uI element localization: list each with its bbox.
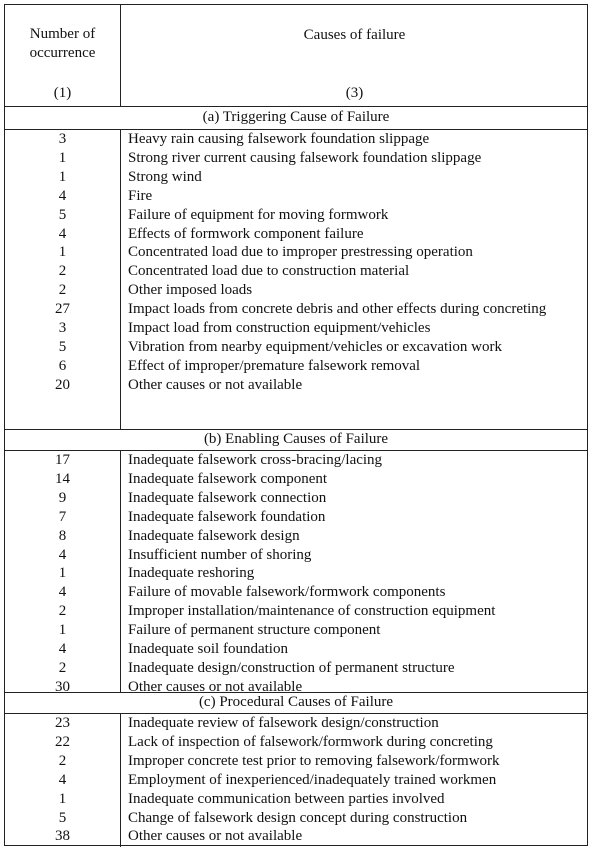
- occurrence-count: 2: [58, 603, 67, 620]
- occurrence-count: 1: [58, 244, 67, 261]
- failure-cause: Other causes or not available: [128, 376, 303, 393]
- failure-cause: Improper concrete test prior to removing falsework/formwork: [128, 752, 500, 769]
- occurrence-count: 2: [58, 282, 67, 299]
- failure-cause: Inadequate reshoring: [128, 565, 255, 582]
- table-row: [5, 602, 587, 621]
- table-row: [5, 470, 587, 489]
- occurrence-count: 23: [55, 715, 70, 731]
- failure-cause: Impact load from construction equipment/vehicles: [128, 320, 431, 337]
- failure-cause: Concentrated load due to improper prestressing operation: [128, 244, 473, 261]
- table-row: [5, 827, 587, 846]
- causes-column-title: Causes of failure: [303, 27, 406, 43]
- number-column-code: (1): [53, 85, 72, 101]
- table-row: [5, 243, 587, 262]
- failure-cause: Employment of inexperienced/inadequately trained workmen: [128, 771, 497, 788]
- table-row: [5, 187, 587, 206]
- failure-cause: Inadequate falsework design: [128, 527, 300, 544]
- table-row: [5, 527, 587, 546]
- failure-cause: Failure of permanent structure component: [128, 622, 381, 639]
- occurrence-count: 3: [58, 320, 67, 337]
- occurrence-count: 8: [58, 527, 67, 544]
- table-row: [5, 752, 587, 771]
- failure-cause: Inadequate falsework component: [128, 470, 328, 487]
- table-row: [5, 206, 587, 225]
- occurrence-count: 3: [58, 131, 67, 147]
- failure-cause: Insufficient number of shoring: [128, 546, 312, 563]
- table-row: [5, 319, 587, 338]
- table-row: [5, 583, 587, 602]
- failure-cause: Inadequate soil foundation: [128, 641, 288, 658]
- occurrence-count: 5: [58, 809, 67, 826]
- section-title-triggering: (a) Triggering Cause of Failure: [202, 109, 390, 125]
- section-rows-triggering: [5, 130, 587, 395]
- table-row: [5, 508, 587, 527]
- failure-cause: Inadequate communication between parties involved: [128, 790, 445, 807]
- occurrence-count: 1: [58, 149, 67, 166]
- failure-cause: Improper installation/maintenance of construction equipment: [128, 603, 496, 620]
- header-rule: [5, 106, 587, 107]
- failure-causes-table: [4, 4, 588, 846]
- table-row: [5, 489, 587, 508]
- table-row: [5, 564, 587, 583]
- table-row: [5, 733, 587, 752]
- failure-cause: Vibration from nearby equipment/vehicles or excavation work: [128, 338, 502, 355]
- failure-cause: Concentrated load due to construction material: [128, 263, 410, 280]
- occurrence-count: 30: [55, 678, 70, 695]
- table-row: [5, 714, 587, 733]
- occurrence-count: 17: [55, 452, 70, 468]
- occurrence-count: 4: [58, 771, 67, 788]
- occurrence-count: 5: [58, 206, 67, 223]
- occurrence-count: 14: [55, 470, 70, 487]
- section-rows-procedural: [5, 714, 587, 846]
- occurrence-count: 4: [58, 584, 67, 601]
- occurrence-count: 38: [55, 828, 70, 845]
- failure-cause: Heavy rain causing falsework foundation slippage: [128, 131, 430, 147]
- table-row: [5, 130, 587, 149]
- table-row: [5, 771, 587, 790]
- failure-cause: Other causes or not available: [128, 678, 303, 695]
- failure-cause: Impact loads from concrete debris and other effects during concreting: [128, 301, 547, 318]
- failure-cause: Inadequate falsework cross-bracing/lacing: [128, 452, 383, 468]
- table-row: [5, 149, 587, 168]
- occurrence-count: 4: [58, 546, 67, 563]
- table-row: [5, 262, 587, 281]
- causes-column-code: (3): [345, 85, 364, 101]
- occurrence-count: 20: [55, 376, 70, 393]
- table-header: [5, 5, 587, 106]
- failure-cause: Strong wind: [128, 168, 202, 185]
- table-row: [5, 376, 587, 395]
- failure-cause: Inadequate falsework connection: [128, 489, 327, 506]
- table-row: [5, 338, 587, 357]
- occurrence-count: 2: [58, 263, 67, 280]
- failure-cause: Other causes or not available: [128, 828, 303, 845]
- table-row: [5, 621, 587, 640]
- occurrence-count: 7: [58, 508, 67, 525]
- number-column-title: Number of occurrence: [29, 26, 96, 61]
- occurrence-count: 2: [58, 659, 67, 676]
- table-row: [5, 357, 587, 376]
- failure-cause: Failure of movable falsework/formwork components: [128, 584, 446, 601]
- table-row: [5, 809, 587, 828]
- failure-cause: Inadequate design/construction of permanent structure: [128, 659, 455, 676]
- occurrence-count: 5: [58, 338, 67, 355]
- table-row: [5, 659, 587, 678]
- occurrence-count: 1: [58, 565, 67, 582]
- failure-cause: Inadequate review of falsework design/construction: [128, 715, 439, 731]
- failure-cause: Other imposed loads: [128, 282, 253, 299]
- table-row: [5, 225, 587, 244]
- failure-cause: Fire: [128, 187, 153, 204]
- table-row: [5, 300, 587, 319]
- occurrence-count: 1: [58, 790, 67, 807]
- failure-cause: Failure of equipment for moving formwork: [128, 206, 389, 223]
- occurrence-count: 27: [55, 301, 70, 318]
- section-rows-enabling: [5, 451, 587, 697]
- table-row: [5, 640, 587, 659]
- failure-cause: Inadequate falsework foundation: [128, 508, 326, 525]
- failure-cause: Effect of improper/premature falsework removal: [128, 357, 421, 374]
- section-title-procedural: (c) Procedural Causes of Failure: [198, 694, 394, 710]
- occurrence-count: 1: [58, 168, 67, 185]
- section-title-enabling: (b) Enabling Causes of Failure: [203, 431, 389, 447]
- table-row: [5, 168, 587, 187]
- occurrence-count: 4: [58, 641, 67, 658]
- table-row: [5, 451, 587, 470]
- failure-cause: Effects of formwork component failure: [128, 225, 364, 242]
- failure-cause: Change of falsework design concept during construction: [128, 809, 468, 826]
- occurrence-count: 6: [58, 357, 67, 374]
- occurrence-count: 4: [58, 187, 67, 204]
- occurrence-count: 22: [55, 733, 70, 750]
- table-row: [5, 546, 587, 565]
- table-row: [5, 790, 587, 809]
- header-divider: [120, 5, 121, 106]
- failure-cause: Lack of inspection of falsework/formwork during concreting: [128, 733, 493, 750]
- failure-cause: Strong river current causing falsework foundation slippage: [128, 149, 482, 166]
- occurrence-count: 4: [58, 225, 67, 242]
- occurrence-count: 9: [58, 489, 67, 506]
- occurrence-count: 1: [58, 622, 67, 639]
- occurrence-count: 2: [58, 752, 67, 769]
- table-row: [5, 281, 587, 300]
